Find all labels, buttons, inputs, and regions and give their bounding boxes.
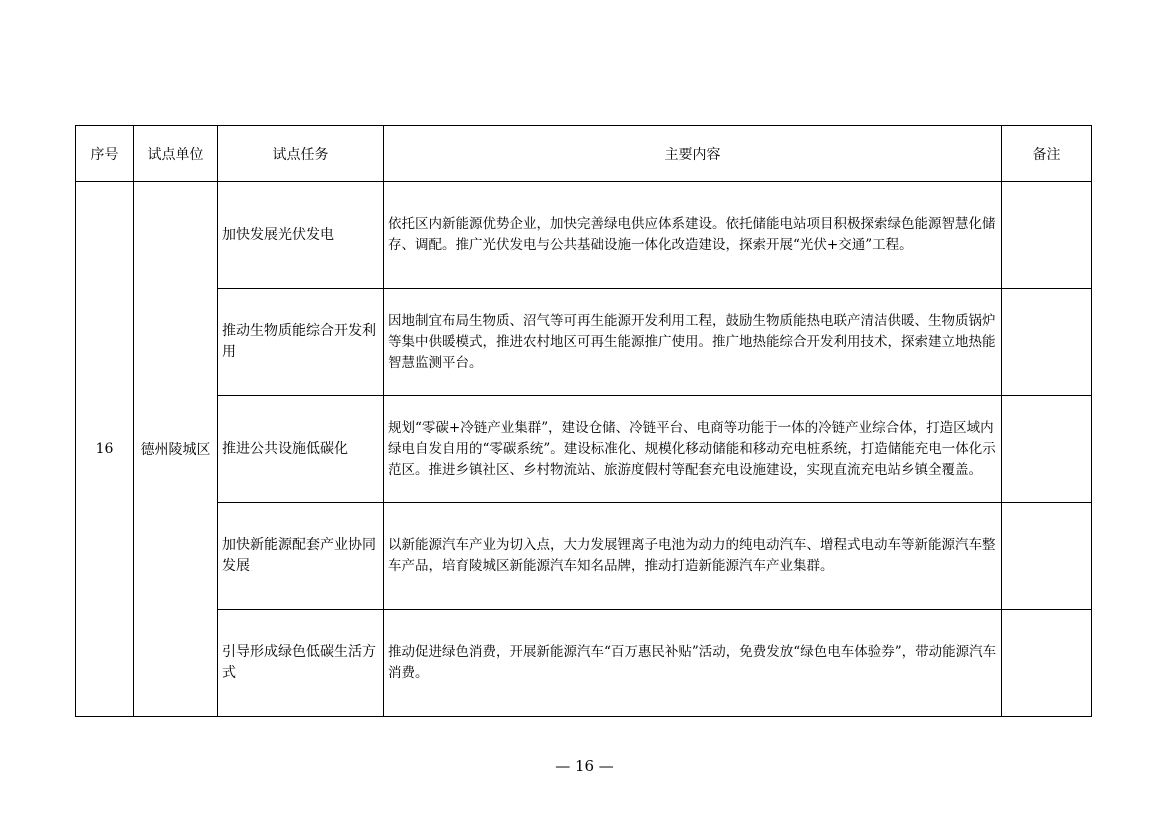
header-task: 试点任务 <box>218 126 384 182</box>
task-cell: 推动生物质能综合开发利用 <box>218 289 384 396</box>
task-cell: 引导形成绿色低碳生活方式 <box>218 610 384 717</box>
note-cell <box>1002 289 1092 396</box>
unit-cell: 德州陵城区 <box>134 182 218 717</box>
task-cell: 加快发展光伏发电 <box>218 182 384 289</box>
pilot-table <box>75 125 1092 717</box>
header-content: 主要内容 <box>384 126 1002 182</box>
content-cell: 以新能源汽车产业为切入点，大力发展锂离子电池为动力的纯电动汽车、增程式电动车等新能源汽车整车产品，培育陵城区新能源汽车知名品牌，推动打造新能源汽车产业集群。 <box>384 503 1002 610</box>
note-cell <box>1002 396 1092 503</box>
content-cell: 依托区内新能源优势企业，加快完善绿电供应体系建设。依托储能电站项目积极探索绿色能源智慧化储存、调配。推广光伏发电与公共基础设施一体化改造建设，探索开展“光伏+交通”工程。 <box>384 182 1002 289</box>
table-row <box>76 289 1092 396</box>
header-seq: 序号 <box>76 126 134 182</box>
note-cell <box>1002 610 1092 717</box>
page-number: — 16 — <box>555 757 614 775</box>
content-cell: 规划“零碳+冷链产业集群”，建设仓储、冷链平台、电商等功能于一体的冷链产业综合体，打造区域内绿电自发自用的“零碳系统”。建设标准化、规模化移动储能和移动充电桩系统，打造储能充电一体化示范区。推进乡镇社区、乡村物流站、旅游度假村等配套充电设施建设，实现直流充电站乡镇全覆盖。 <box>384 396 1002 503</box>
note-cell <box>1002 182 1092 289</box>
table-header-row <box>76 126 1092 182</box>
header-unit: 试点单位 <box>134 126 218 182</box>
table-row <box>76 182 1092 289</box>
table-row <box>76 396 1092 503</box>
table-row <box>76 503 1092 610</box>
table-row <box>76 610 1092 717</box>
content-cell: 因地制宜布局生物质、沼气等可再生能源开发利用工程，鼓励生物质能热电联产清洁供暖、生物质锅炉等集中供暖模式，推进农村地区可再生能源推广使用。推广地热能综合开发利用技术，探索建立地热能智慧监测平台。 <box>384 289 1002 396</box>
header-note: 备注 <box>1002 126 1092 182</box>
seq-cell: 16 <box>76 182 134 717</box>
task-cell: 加快新能源配套产业协同发展 <box>218 503 384 610</box>
task-cell: 推进公共设施低碳化 <box>218 396 384 503</box>
content-cell: 推动促进绿色消费，开展新能源汽车“百万惠民补贴”活动，免费发放“绿色电车体验券”，带动能源汽车消费。 <box>384 610 1002 717</box>
note-cell <box>1002 503 1092 610</box>
